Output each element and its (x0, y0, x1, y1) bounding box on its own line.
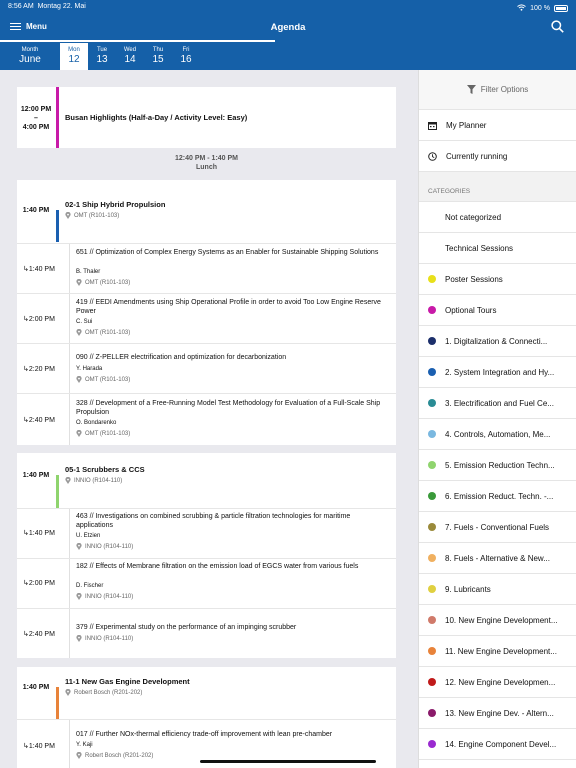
category-item[interactable] (419, 326, 576, 357)
day-label: Tue (96, 47, 108, 53)
category-label: Technical Sessions (445, 243, 514, 253)
talk-location (76, 635, 133, 642)
talk-title: 379 // Experimental study on the performance of an impinging scrubber (76, 624, 297, 631)
category-item[interactable] (419, 450, 576, 481)
category-color-dot (428, 616, 436, 624)
category-label: 2. System Integration and Hy... (445, 367, 555, 377)
category-item[interactable] (419, 419, 576, 450)
talk-row[interactable] (17, 508, 396, 558)
category-label: 12. New Engine Developmen... (445, 677, 556, 687)
category-item[interactable] (419, 512, 576, 543)
timeline-divider (69, 244, 70, 293)
location-pin-icon (76, 543, 82, 550)
talk-time: ↳2:40 PM (23, 417, 55, 424)
category-color-bar (56, 210, 59, 242)
timeline-divider (69, 294, 70, 343)
category-label: 4. Controls, Automation, Me... (445, 429, 551, 439)
status-date: Montag 22. Mai (37, 3, 86, 10)
event-card-busan-highlights[interactable] (17, 87, 396, 148)
filter-options-button[interactable] (419, 70, 576, 110)
talk-title: 651 // Optimization of Complex Energy Systems as an Enabler for Sustainable Shipping Solutions (76, 249, 379, 256)
location-pin-icon (76, 593, 82, 600)
location-pin-icon (76, 430, 82, 437)
location-pin-icon (65, 212, 71, 219)
page-title: Agenda (270, 22, 306, 33)
location-label: OMT (R101-103) (85, 329, 131, 336)
event-title: Busan Highlights (Half-a-Day / Activity Level: Easy) (65, 113, 248, 122)
category-item[interactable] (419, 667, 576, 698)
battery-icon (554, 5, 568, 12)
time-separator: – (34, 115, 38, 122)
timeline-divider (69, 344, 70, 393)
event-time-range (17, 105, 55, 132)
event-end-time: 4:00 PM (22, 124, 50, 131)
talk-title: 328 // Development of a Free-Running Model Test Methodology for Evaluation of a Full-Scale Ship Propulsion (76, 400, 381, 416)
talk-title: 419 // EEDI Amendments using Ship Operational Profile in order to avoid Too Low Engine Reserve Power (76, 299, 381, 315)
category-item[interactable] (419, 605, 576, 636)
category-item[interactable] (419, 295, 576, 326)
category-item[interactable] (419, 636, 576, 667)
session-title: 02-1 Ship Hybrid Propulsion (65, 200, 166, 209)
category-item[interactable] (419, 574, 576, 605)
category-color-dot (428, 523, 436, 531)
timeline-divider (69, 394, 70, 445)
category-label: Not categorized (445, 212, 502, 222)
location-label: Robert Bosch (R201-202) (85, 752, 154, 759)
category-list (419, 202, 576, 760)
category-color-dot (428, 554, 436, 562)
category-color-dot (428, 585, 436, 593)
day-number: 13 (96, 54, 108, 65)
category-label: 11. New Engine Development... (445, 646, 557, 656)
day-number: 14 (124, 54, 136, 65)
talk-author: D. Fischer (76, 583, 104, 589)
filter-icon (467, 85, 476, 94)
category-color-bar (56, 687, 59, 719)
talk-author: U. Etzien (76, 533, 101, 539)
location-pin-icon (76, 329, 82, 336)
lunch-label: Lunch (196, 164, 217, 171)
location-pin-icon (76, 635, 82, 642)
category-color-dot (428, 740, 436, 748)
day-label: Wed (123, 47, 137, 53)
category-color-dot (428, 492, 436, 500)
filter-label: Filter Options (480, 85, 529, 94)
session-time: 1:40 PM (22, 207, 50, 214)
day-tab-wed[interactable] (116, 43, 144, 70)
location-label: INNIO (R104-110) (74, 477, 123, 484)
category-color-dot (428, 213, 436, 221)
currently-running-item[interactable] (419, 141, 576, 172)
location-pin-icon (76, 752, 82, 759)
talk-time: ↳2:00 PM (23, 580, 55, 587)
category-label: 9. Lubricants (445, 584, 491, 594)
month-label: Month (21, 47, 39, 53)
category-color-dot (428, 368, 436, 376)
currently-running-label: Currently running (446, 151, 508, 161)
category-label: 13. New Engine Dev. - Altern... (445, 708, 554, 718)
day-tab-mon[interactable] (60, 43, 88, 70)
day-label: Mon (68, 47, 80, 53)
talk-title: 463 // Investigations on combined scrubbing & particle filtration technologies for maritime applications (76, 513, 351, 529)
category-color-dot (428, 337, 436, 345)
session-card-scrubbers[interactable] (17, 453, 396, 508)
location-label: OMT (R101-103) (85, 279, 131, 286)
talk-time: ↳2:40 PM (23, 631, 55, 638)
day-label: Fri (182, 47, 190, 53)
session-location (65, 212, 119, 219)
talk-location (76, 752, 153, 759)
session-title: 05-1 Scrubbers & CCS (65, 465, 145, 474)
lunch-break (17, 155, 396, 171)
wifi-icon (517, 4, 526, 13)
my-planner-label: My Planner (446, 120, 487, 130)
talk-author: B. Thaler (76, 269, 101, 275)
talk-row[interactable] (17, 343, 396, 393)
filter-panel (418, 70, 576, 768)
agenda-list (0, 70, 418, 768)
category-color-bar (56, 87, 59, 148)
talk-location (76, 430, 130, 437)
clock-icon (428, 152, 437, 161)
category-color-bar (56, 475, 59, 508)
search-icon[interactable] (551, 20, 564, 33)
category-item[interactable] (419, 357, 576, 388)
location-label: Robert Bosch (R201-202) (74, 689, 143, 696)
month-value: June (19, 54, 41, 65)
location-label: OMT (R101-103) (85, 430, 131, 437)
day-selector (0, 43, 200, 70)
talk-row[interactable] (17, 608, 396, 658)
my-planner-item[interactable] (419, 110, 576, 141)
talk-title: 182 // Effects of Membrane filtration on the emission load of EGCS water from various fuels (76, 563, 359, 570)
location-label: INNIO (R104-110) (85, 593, 134, 600)
talk-row[interactable] (17, 293, 396, 343)
lunch-time: 12:40 PM - 1:40 PM (174, 155, 239, 162)
session-time: 1:40 PM (22, 684, 50, 691)
talk-author: C. Sui (76, 319, 93, 325)
category-item[interactable] (419, 202, 576, 233)
category-item[interactable] (419, 729, 576, 760)
category-label: 6. Emission Reduct. Techn. -... (445, 491, 554, 501)
talk-row[interactable] (17, 393, 396, 445)
talk-title: 017 // Further NOx-thermal efficiency trade-off improvement with lean pre-chamber (76, 731, 333, 738)
talk-location (76, 593, 133, 600)
session-location (65, 689, 142, 696)
timeline-divider (69, 720, 70, 768)
category-label: 7. Fuels - Conventional Fuels (445, 522, 550, 532)
session-card-ship-hybrid[interactable] (17, 180, 396, 243)
event-start-time: 12:00 PM (20, 106, 52, 113)
talk-time: ↳1:40 PM (23, 530, 55, 537)
category-item[interactable] (419, 481, 576, 512)
talk-author: Y. Harada (76, 366, 103, 372)
session-title: 11-1 New Gas Engine Development (65, 677, 190, 686)
calendar-icon (428, 121, 437, 130)
category-color-dot (428, 647, 436, 655)
timeline-divider (69, 609, 70, 658)
category-item[interactable] (419, 543, 576, 574)
talk-author: Y. Kaji (76, 742, 93, 748)
day-number: 15 (152, 54, 164, 65)
location-label: OMT (R101-103) (85, 376, 131, 383)
talk-location (76, 543, 133, 550)
category-color-dot (428, 678, 436, 686)
category-item[interactable] (419, 698, 576, 729)
session-card-gas-engine[interactable] (17, 667, 396, 719)
talk-time: ↳1:40 PM (23, 743, 55, 750)
talk-location (76, 279, 130, 286)
status-bar (8, 3, 568, 13)
day-number: 16 (180, 54, 192, 65)
category-color-dot (428, 709, 436, 717)
talk-time: ↳2:00 PM (23, 316, 55, 323)
day-label: Thu (152, 47, 164, 53)
talk-author: O. Bondarenko (76, 420, 117, 426)
location-label: INNIO (R104-110) (85, 543, 134, 550)
menu-label: Menu (26, 22, 47, 31)
category-item[interactable] (419, 233, 576, 264)
category-label: Poster Sessions (445, 274, 503, 284)
day-tab-thu[interactable] (144, 43, 172, 70)
session-location (65, 477, 122, 484)
day-tab-tue[interactable] (88, 43, 116, 70)
category-label: 5. Emission Reduction Techn... (445, 460, 555, 470)
talk-location (76, 376, 130, 383)
day-tab-fri[interactable] (172, 43, 200, 70)
category-item[interactable] (419, 388, 576, 419)
category-color-dot (428, 306, 436, 314)
category-color-dot (428, 275, 436, 283)
timeline-divider (69, 509, 70, 558)
talk-location (76, 329, 130, 336)
talk-row[interactable] (17, 243, 396, 293)
battery-percent: 100 % (530, 4, 550, 12)
category-label: 8. Fuels - Alternative & New... (445, 553, 550, 563)
category-item[interactable] (419, 264, 576, 295)
location-pin-icon (65, 477, 71, 484)
location-pin-icon (76, 376, 82, 383)
talk-title: 090 // Z-PELLER electrification and optimization for decarbonization (76, 354, 287, 361)
location-pin-icon (76, 279, 82, 286)
talk-time: ↳1:40 PM (23, 266, 55, 273)
category-label: Optional Tours (445, 305, 497, 315)
category-color-dot (428, 399, 436, 407)
category-label: 3. Electrification and Fuel Ce... (445, 398, 554, 408)
category-label: 1. Digitalization & Connecti... (445, 336, 548, 346)
categories-header: CATEGORIES (419, 172, 576, 202)
category-color-dot (428, 244, 436, 252)
status-time: 8:56 AM (8, 3, 34, 10)
timeline-divider (69, 559, 70, 608)
home-indicator (200, 760, 376, 763)
session-time: 1:40 PM (22, 472, 50, 479)
location-pin-icon (65, 689, 71, 696)
category-color-dot (428, 430, 436, 438)
category-color-dot (428, 461, 436, 469)
month-selector[interactable] (0, 43, 60, 70)
talk-row[interactable] (17, 558, 396, 608)
title-underline (0, 40, 275, 42)
day-number: 12 (68, 54, 80, 65)
category-label: 10. New Engine Development... (445, 615, 558, 625)
location-label: OMT (R101-103) (74, 212, 120, 219)
talk-time: ↳2:20 PM (23, 366, 55, 373)
app-header (0, 0, 576, 70)
category-label: 14. Engine Component Devel... (445, 739, 557, 749)
location-label: INNIO (R104-110) (85, 635, 134, 642)
